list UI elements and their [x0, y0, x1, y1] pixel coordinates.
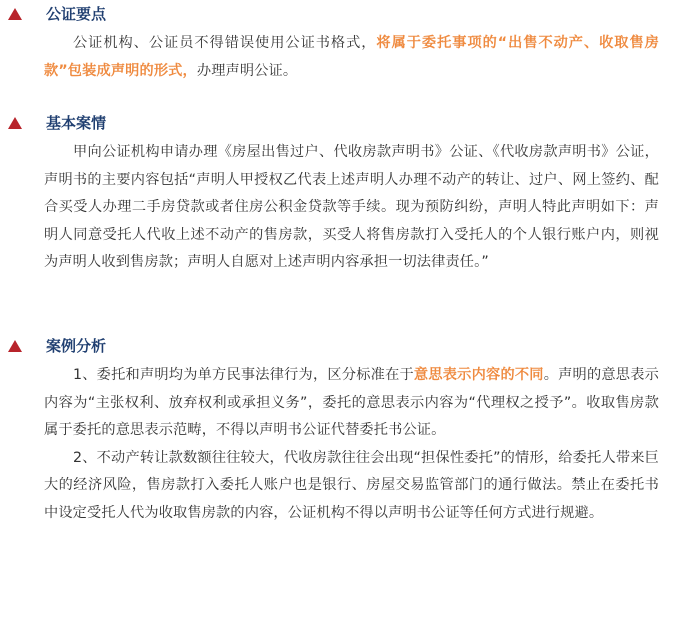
- paragraph: [0, 30, 687, 85]
- highlighted-text: 意思表示内容的不同: [413, 367, 544, 383]
- red-triangle-icon: [8, 117, 22, 129]
- section-title: 基本案情: [46, 114, 107, 132]
- section-key-points: [0, 2, 687, 85]
- highlighted-text: 将属于委托事项的“出售不动产、收取售房款”包装成声明的形式，: [44, 35, 659, 79]
- section-title: 案例分析: [46, 337, 107, 355]
- paragraph-text: 办理声明公证。: [196, 62, 298, 79]
- paragraph-text: 1、委托和声明均为单方民事法律行为，区分标准在于: [73, 367, 414, 383]
- section-header: [0, 334, 687, 358]
- paragraph: [0, 139, 687, 277]
- paragraph-text: 2、不动产转让款数额往往较大，代收房款往往会出现“担保性委托”的情形，给委托人带来巨大的经济风险，售房款打入委托人账户也是银行、房屋交易监管部门的通行做法。禁止在委托书中设定受托人代为收取售房款的内容，公证机构不得以声明书公证等任何方式进行规避。: [44, 449, 659, 521]
- paragraph: [0, 445, 687, 528]
- section-header: [0, 2, 687, 26]
- section-case-analysis: [0, 334, 687, 527]
- paragraph: [0, 362, 687, 445]
- section-header: [0, 111, 687, 135]
- paragraph-text: 。声明的意思表示内容为“主张权利、放弃权利或承担义务”，委托的意思表示内容为“代理权之授予”。收取售房款属于委托的意思表示范畴，不得以声明书公证代替委托书公证。: [44, 367, 659, 438]
- section-title: 公证要点: [46, 5, 107, 23]
- paragraph-text: 公证机构、公证员不得错误使用公证书格式，: [73, 35, 377, 51]
- red-triangle-icon: [8, 8, 22, 20]
- paragraph-text: 甲向公证机构申请办理《房屋出售过户、代收房款声明书》公证、《代收房款声明书》公证，声明书的主要内容包括“声明人甲授权乙代表上述声明人办理不动产的转让、过户、网上签约、配合买受人办理二手房贷款或者住房公积金贷款等手续。现为预防纠纷，声明人特此声明如下：声明人同意受托人代收上述不动产的售房款，买受人将售房款打入受托人的个人银行账户内，则视为声明人收到售房款；声明人自愿对上述声明内容承担一切法律责任。”: [44, 144, 659, 270]
- section-case-facts: [0, 111, 687, 277]
- red-triangle-icon: [8, 340, 22, 352]
